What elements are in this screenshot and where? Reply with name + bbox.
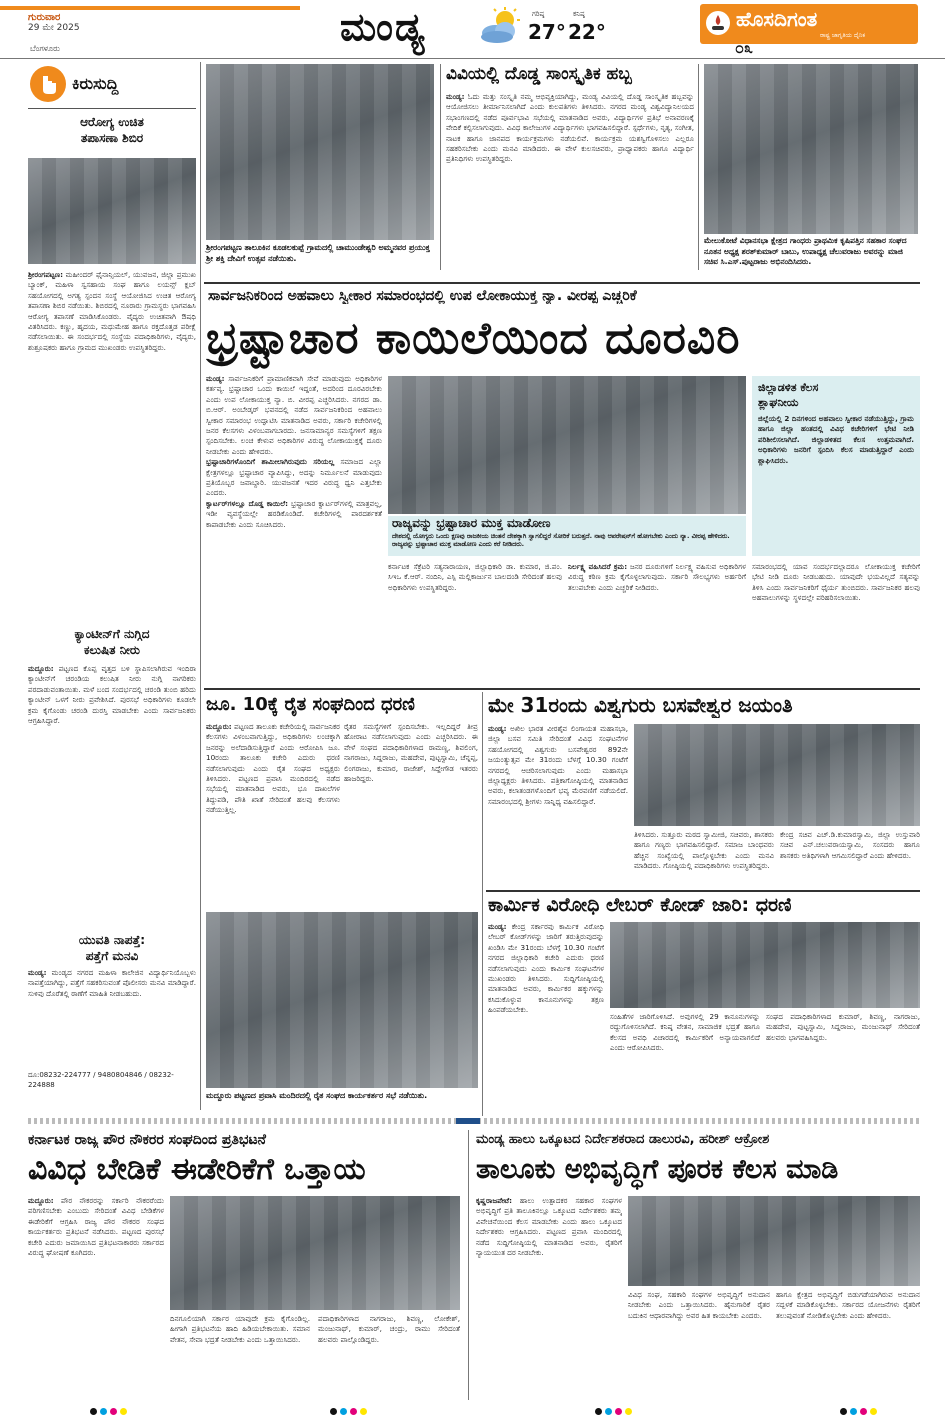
weather-min-temp: 22°	[568, 20, 606, 44]
basava-column-2	[634, 830, 774, 888]
cooperative-felicitation-photo	[704, 64, 918, 234]
story-body	[446, 92, 694, 268]
pourakarmika-column-3	[318, 1314, 460, 1396]
basava-press-meet-photo	[634, 724, 920, 826]
body-text: ಭ್ರಷ್ಟಾಚಾರ ಕ್ವಾರ್ಟರ್‌ಗಳಲ್ಲಿ ಮಾತ್ರವಲ್ಲ, ಇಡೀ ವ್ಯವಸ್ಥೆಯಲ್ಲೇ ಹರಡಿಕೊಂಡಿದೆ. ಕಚೇರಿಗಳಲ್ಲಿ ಪಾರದರ್ಶಕತೆ ಕಾಪಾಡಬೇಕು ಎಂದು ಸೂಚಿಸಿದರು.	[206, 498, 382, 529]
registration-dots-right	[840, 1408, 877, 1415]
body-text: ತಿಳಿಸಿದರು. ಸುತ್ತೂರು ಮಠದ ಸ್ವಾಮೀಜಿ, ಸಚಿವರು, ಶಾಸಕರು ಹಾಗೂ ಗಣ್ಯರು ಭಾಗವಹಿಸಲಿದ್ದಾರೆ. ಸಮಾಜ ಬಾಂಧವರು ಹೆಚ್ಚಿನ ಸಂಖ್ಯೆಯಲ್ಲಿ ಪಾಲ್ಗೊಳ್ಳಬೇಕು ಎಂದು ಮನವಿ ಮಾಡಿದರು. ಗೋಷ್ಠಿಯಲ್ಲಿ ಪದಾಧಿಕಾರಿಗಳು ಉಪಸ್ಥಿತರಿದ್ದರು.	[634, 830, 774, 871]
body-text: ಸಮಾರಂಭದಲ್ಲಿ ಯಾವ ಸಂದರ್ಭದಲ್ಲಾದರೂ ಲೋಕಾಯುಕ್ತ ಕಚೇರಿಗೆ ಭೇಟಿ ನೀಡಿ ದೂರು ನೀಡಬಹುದು. ಯಾವುದೇ ಭಯವಿಲ್ಲದೆ ಸತ್ಯವನ್ನು ತಿಳಿಸಿ ಎಂದು ಸಾರ್ವಜನಿಕರಿಗೆ ಧೈರ್ಯ ತುಂಬಿದರು. ಸಾರ್ವಜನಿಕರ ಹಲವು ಅಹವಾಲುಗಳನ್ನು ಸ್ಥಳದಲ್ಲೇ ಪರಿಹರಿಸಲಾಯಿತು.	[752, 562, 920, 603]
weather-max-label: ಗರಿಷ್ಠ	[532, 10, 545, 18]
weather-max-temp: 27°	[528, 20, 566, 44]
registration-dots-mid-right	[595, 1408, 632, 1415]
dateline: ಮಂಡ್ಯ:	[488, 922, 507, 931]
farmers-meeting-photo	[206, 912, 478, 1088]
raitha-headline: ಜೂ. 10ಕ್ಕೆ ರೈತ ಸಂಘದಿಂದ ಧರಣಿ	[206, 694, 415, 715]
dateline: ಮಂಡ್ಯ:	[28, 968, 47, 977]
left-column-rule	[200, 62, 201, 1110]
labour-column-3	[766, 1012, 920, 1112]
body-text: ಅಖಿಲ ಭಾರತ ವೀರಶೈವ ಲಿಂಗಾಯತ ಮಹಾಸಭಾ, ಜಿಲ್ಲಾ ಬಸವ ಸಮಿತಿ ಸೇರಿದಂತೆ ವಿವಿಧ ಸಂಘಟನೆಗಳ ಸಹಯೋಗದಲ್ಲಿ ವಿಶ್ವಗುರು ಬಸವೇಶ್ವರರ 892ನೇ ಜಯಂತ್ಯುತ್ಸವ ಮೇ 31ರಂದು ಬೆಳಗ್ಗೆ 10.30 ಗಂಟೆಗೆ ನಗರದಲ್ಲಿ ಆಚರಿಸಲಾಗುವುದು ಎಂದು ಮಹಾಸಭಾ ಜಿಲ್ಲಾಧ್ಯಕ್ಷರು ತಿಳಿಸಿದರು. ಪತ್ರಿಕಾಗೋಷ್ಠಿಯಲ್ಲಿ ಮಾತನಾಡಿದ ಅವರು, ಕಲಾತಂಡಗಳೊಂದಿಗೆ ಭವ್ಯ ಮೆರವಣಿಗೆ ನಡೆಯಲಿದೆ. ಸಮಾರಂಭದಲ್ಲಿ ಶ್ರೀಗಳು ಸಾನ್ನಿಧ್ಯ ವಹಿಸಲಿದ್ದಾರೆ.	[488, 724, 628, 806]
column-rule	[482, 692, 483, 1116]
body-text: ಕೇಂದ್ರ ಸಚಿವ ಎಚ್.ಡಿ.ಕುಮಾರಸ್ವಾಮಿ, ಜಿಲ್ಲಾ ಉಸ್ತುವಾರಿ ಸಚಿವ ಎನ್.ಚಲುವರಾಯಸ್ವಾಮಿ, ಸಂಸದರು ಹಾಗೂ ಶಾಸಕರು ಅತಿಥಿಗಳಾಗಿ ಆಗಮಿಸಲಿದ್ದಾರೆ ಎಂದು ಹೇಳಿದರು.	[780, 830, 920, 860]
masthead-orange-bar	[0, 6, 300, 10]
kirusuddi-header	[28, 64, 196, 104]
pourakarmika-kicker: ಕರ್ನಾಟಕ ರಾಜ್ಯ ಪೌರ ನೌಕರರ ಸಂಘದಿಂದ ಪ್ರತಿಭಟನೆ	[28, 1132, 266, 1148]
masthead-city: ಬೆಂಗಳೂರು	[30, 44, 60, 53]
body-text: ಪದಾಧಿಕಾರಿಗಳಾದ ನಾಗರಾಜು, ಶಿವಣ್ಣ, ಲೋಕೇಶ್, ಮಂಜುನಾಥ್, ಕುಮಾರ್, ಚಂದ್ರು, ರಾಮು ಸೇರಿದಂತೆ ಹಲವರು ಪಾಲ್ಗೊಂಡಿದ್ದರು.	[318, 1314, 460, 1344]
body-text: ಪಟ್ಟಣದ ತಾಲೂಕು ಕಚೇರಿಯಲ್ಲಿ ಸಾರ್ವಜನಿಕರ ಕೆಲಸಗಳು ವಿಳಂಬವಾಗುತ್ತಿದ್ದು, ಅಧಿಕಾರಿಗಳು ಲಂಚಕ್ಕಾಗಿ ಜನರನ್ನು ಅಲೆದಾಡಿಸುತ್ತಿದ್ದಾರೆ ಎಂದು ಆರೋಪಿಸಿ ಜೂ. 10ರಂದು ತಾಲೂಕು ಕಚೇರಿ ಎದುರು ಧರಣಿ ನಡೆಸಲಾಗುವುದು ಎಂದು ರೈತ ಸಂಘದ ಅಧ್ಯಕ್ಷರು ತಿಳಿಸಿದರು. ಪಟ್ಟಣದ ಪ್ರವಾಸಿ ಮಂದಿರದಲ್ಲಿ ನಡೆದ ಸಭೆಯಲ್ಲಿ ಮಾತನಾಡಿದ ಅವರು, ಭೂ ದಾಖಲೆಗಳ ತಿದ್ದುಪಡಿ, ಪೌತಿ ಖಾತೆ ಸೇರಿದಂತೆ ಹಲವು ಕೆಲಸಗಳು ನಡೆಯುತ್ತಿಲ್ಲ.	[206, 722, 340, 815]
health-camp-photo	[28, 158, 196, 264]
dateline: ಮಂಡ್ಯ:	[488, 724, 507, 733]
haalu-headline: ತಾಲೂಕು ಅಭಿವೃದ್ಧಿಗೆ ಪೂರಕ ಕೆಲಸ ಮಾಡಿ	[476, 1154, 839, 1185]
photo-caption: ಶ್ರೀರಂಗಪಟ್ಟಣ ತಾಲೂಕಿನ ಕೂಡಲಕುಪ್ಪೆ ಗ್ರಾಮದಲ್ಲಿ ಚಾಮುಂಡೇಶ್ವರಿ ಅಮ್ಮನವರ ಪ್ರಯುಕ್ತ ಶ್ರೀ ಶಕ್ತಿ ದೇವಿಗೆ ಉತ್ಸವ ನಡೆಯಿತು.	[206, 243, 430, 263]
pourakarmika-column-1	[28, 1196, 164, 1396]
bottom-divider-accent	[456, 1118, 480, 1124]
lead-photo-caption-title: ರಾಜ್ಯವನ್ನು ಭ್ರಷ್ಟಾಚಾರ ಮುಕ್ತ ಮಾಡೋಣ	[392, 516, 551, 530]
body-text: ಸಂಘದ ಪದಾಧಿಕಾರಿಗಳಾದ ಕುಮಾರ್, ಶಿವಣ್ಣ, ನಾಗರಾಜು, ಮಹದೇವ, ಪುಟ್ಟಸ್ವಾಮಿ, ಸಿದ್ದರಾಜು, ಮಂಜುನಾಥ್ ಸೇರಿದಂತೆ ಹಲವರು ಭಾಗವಹಿಸಿದ್ದರು.	[766, 1012, 920, 1042]
labour-column-2	[610, 1012, 760, 1112]
subhead: ಕ್ವಾರ್ಟರ್‌ಗಳಲ್ಲೂ ದೊಡ್ಡ ಕಾಯಿಲೆ:	[206, 498, 289, 508]
weather-min-label: ಕನಿಷ್ಠ	[573, 10, 585, 18]
story-headline: ವಿವಿಯಲ್ಲಿ ದೊಡ್ಡ ಸಾಂಸ್ಕೃತಿಕ ಹಬ್ಬ	[446, 64, 632, 84]
pourakarmika-headline: ವಿವಿಧ ಬೇಡಿಕೆ ಈಡೇರಿಕೆಗೆ ಒತ್ತಾಯ	[28, 1152, 366, 1187]
body-text: ಹಾಲು ಉತ್ಪಾದಕರ ಸಹಕಾರ ಸಂಘಗಳ ಅಭಿವೃದ್ಧಿಗೆ ಪ್ರತಿ ತಾಲೂಕಿನಲ್ಲೂ ಒಕ್ಕೂಟದ ನಿರ್ದೇಶಕರು ತಮ್ಮ ವಿವೇಚನೆಯಿಂದ ಕೆಲಸ ಮಾಡಬೇಕು ಎಂದು ಹಾಲು ಒಕ್ಕೂಟದ ನಿರ್ದೇಶಕರು ಆಗ್ರಹಿಸಿದರು. ಪಟ್ಟಣದ ಪ್ರವಾಸಿ ಮಂದಿರದಲ್ಲಿ ನಡೆದ ಸುದ್ದಿಗೋಷ್ಠಿಯಲ್ಲಿ ಮಾತನಾಡಿದ ಅವರು, ರೈತರಿಗೆ ನ್ಯಾಯಯುತ ದರ ನೀಡಬೇಕು.	[476, 1196, 622, 1258]
side-box-body: ಜಿಲ್ಲೆಯಲ್ಲಿ 2 ದಿನಗಳಿಂದ ಅಹವಾಲು ಸ್ವೀಕಾರ ನಡೆಯುತ್ತಿದ್ದು, ಗ್ರಾಮ ಹಾಗೂ ಜಿಲ್ಲಾ ಹಂತದಲ್ಲಿ ವಿವಿಧ ಕಚೇರಿಗಳಿಗೆ ಭೇಟಿ ನೀಡಿ ಪರಿಶೀಲಿಸಲಾಗಿದೆ. ಜಿಲ್ಲಾಡಳಿತದ ಕೆಲಸ ಉತ್ತಮವಾಗಿದೆ. ಅಧಿಕಾರಿಗಳು ಜನರಿಗೆ ಸ್ಪಂದಿಸಿ ಕೆಲಸ ಮಾಡುತ್ತಿದ್ದಾರೆ ಎಂದು ಶ್ಲಾಘಿಸಿದರು.	[758, 414, 914, 465]
haalu-column-3	[776, 1290, 920, 1396]
body-text: ಸಂಹಿತೆಗಳ ಜಾರಿಗೊಳಿಸಿದೆ. ಅವುಗಳಲ್ಲಿ 29 ಕಾನೂನುಗಳನ್ನು ರದ್ದುಗೊಳಿಸಲಾಗಿದೆ. ಕನಿಷ್ಠ ವೇತನ, ಸಾಮಾಜಿಕ ಭದ್ರತೆ ಹಾಗೂ ಕೆಲಸದ ಅವಧಿ ವಿಚಾರದಲ್ಲಿ ಕಾರ್ಮಿಕರಿಗೆ ಅನ್ಯಾಯವಾಗಲಿದೆ ಎಂದು ಆರೋಪಿಸಿದರು.	[610, 1012, 760, 1053]
body-text: ಸಮಾಜದ ಎಲ್ಲಾ ಕ್ಷೇತ್ರಗಳಲ್ಲೂ ಭ್ರಷ್ಟಾಚಾರ ವ್ಯಾಪಿಸಿದ್ದು, ಅದನ್ನು ನಿರ್ಮೂಲನೆ ಮಾಡುವುದು ಪ್ರತಿಯೊಬ್ಬರ ಜವಾಬ್ದಾರಿ. ಯುವಜನತೆ ಇದರ ವಿರುದ್ಧ ಧ್ವನಿ ಎತ್ತಬೇಕು ಎಂದರು.	[206, 457, 382, 498]
body-text: ದಿನಗೂಲಿಯಾಗಿ ಸರ್ಕಾರ ಯಾವುದೇ ಕ್ರಮ ಕೈಗೊಂಡಿಲ್ಲ. ಹೀಗಾಗಿ ಪ್ರತಿಭಟನೆಯ ಹಾದಿ ಹಿಡಿಯಬೇಕಾಯಿತು. ಸಮಾನ ವೇತನ, ಸೇವಾ ಭದ್ರತೆ ನೀಡಬೇಕು ಎಂದು ಒತ್ತಾಯಿಸಿದರು.	[170, 1314, 310, 1344]
kirusuddi-rule	[28, 108, 196, 109]
side-box-title: ಜಿಲ್ಲಾಡಳಿತ ಕೆಲಸ ಶ್ಲಾಘನೀಯ	[758, 381, 819, 409]
masthead	[0, 0, 945, 58]
basava-column-1	[488, 724, 628, 888]
body-text: ರೈತರ ಸಮಸ್ಯೆಗಳಿಗೆ ಸ್ಪಂದಿಸಬೇಕು. ಇಲ್ಲದಿದ್ದರೆ ತೀವ್ರ ಹೋರಾಟ ನಡೆಸಲಾಗುವುದು ಎಂದು ಎಚ್ಚರಿಸಿದರು. ಈ ವೇಳೆ ಸಂಘದ ಪದಾಧಿಕಾರಿಗಳಾದ ರಾಮಣ್ಣ, ಶಿವಲಿಂಗ, ನಾಗರಾಜು, ಸಿದ್ದರಾಜು, ಮಹದೇವ, ಪುಟ್ಟಸ್ವಾಮಿ, ಚೆನ್ನಪ್ಪ, ಲಿಂಗರಾಜು, ಕುಮಾರ, ರಾಜೇಶ್, ಸಿದ್ದೇಗೌಡ ಇತರರು ಹಾಜರಿದ್ದರು.	[344, 722, 478, 784]
body-text: ಮಹೀಂದರ್ ಫೈನಾನ್ಸಿಯಲ್, ಯುವಜನ, ಜಿಲ್ಲಾ ಪ್ರಮುಖ ಬ್ಯಾಂಕ್, ಮಹಿಳಾ ಸ್ವಸಹಾಯ ಸಂಘ ಹಾಗೂ ಲಯನ್ಸ್ ಕ್ಲಬ್ ಸಹಯೋಗದಲ್ಲಿ ಅಗತ್ಯ ಸ್ಪಂದನ ಸಂಸ್ಥೆ ಆಯೋಜಿಸಿದ ಉಚಿತ ಆರೋಗ್ಯ ತಪಾಸಣಾ ಶಿಬಿರ ನಡೆಯಿತು. ಶಿಬಿರದಲ್ಲಿ ನೂರಾರು ಗ್ರಾಮಸ್ಥರು ಭಾಗವಹಿಸಿ ಆರೋಗ್ಯ ತಪಾಸಣೆ ಮಾಡಿಸಿಕೊಂಡರು. ವೈದ್ಯರು ಉಚಿತವಾಗಿ ಔಷಧಿ ವಿತರಿಸಿದರು. ಕಣ್ಣು, ಹೃದಯ, ಮಧುಮೇಹ ಹಾಗೂ ರಕ್ತದೊತ್ತಡ ಪರೀಕ್ಷೆ ನಡೆಸಲಾಯಿತು. ಈ ಸಂದರ್ಭದಲ್ಲಿ ಸಂಸ್ಥೆಯ ಪದಾಧಿಕಾರಿಗಳು, ವೈದ್ಯರು, ಶುಶ್ರೂಷಕರು ಹಾಗೂ ಗ್ರಾಮದ ಮುಖಂಡರು ಉಪಸ್ಥಿತರಿದ್ದರು.	[28, 270, 196, 352]
body-text: ಕೇಂದ್ರ ಸರ್ಕಾರವು ಕಾರ್ಮಿಕ ವಿರೋಧಿ ಲೇಬರ್ ಕೋಡ್‌ಗಳನ್ನು ಜಾರಿಗೆ ತರುತ್ತಿರುವುದನ್ನು ಖಂಡಿಸಿ ಮೇ 31ರಂದು ಬೆಳಗ್ಗೆ 10.30 ಗಂಟೆಗೆ ನಗರದ ಜಿಲ್ಲಾಧಿಕಾರಿ ಕಚೇರಿ ಎದುರು ಧರಣಿ ನಡೆಸಲಾಗುವುದು ಎಂದು ಕಾರ್ಮಿಕ ಸಂಘಟನೆಗಳ ಮುಖಂಡರು ತಿಳಿಸಿದರು. ಸುದ್ದಿಗೋಷ್ಠಿಯಲ್ಲಿ ಮಾತನಾಡಿದ ಅವರು, ಕಾರ್ಮಿಕರ ಹಕ್ಕುಗಳನ್ನು ಕಸಿದುಕೊಳ್ಳುವ ಕಾನೂನುಗಳನ್ನು ತಕ್ಷಣ ಹಿಂಪಡೆಯಬೇಕು.	[488, 922, 604, 1015]
edition-title: ಮಂಡ್ಯ	[340, 4, 427, 49]
raitha-column-2	[344, 722, 478, 910]
page-number: ೦೩	[735, 38, 753, 57]
lead-kicker: ಸಾರ್ವಜನಿಕರಿಂದ ಅಹವಾಲು ಸ್ವೀಕಾರ ಸಮಾರಂಭದಲ್ಲಿ ಉಪ ಲೋಕಾಯುಕ್ತ ನ್ಯಾ. ವೀರಪ್ಪ ಎಚ್ಚರಿಕೆ	[208, 288, 637, 304]
subhead: ಭ್ರಷ್ಟಾಚಾರಿಗಳೊಂದಿಗೆ ಶಾಮೀಲಾಗಿರುವುದು ಸರಿಯಲ್ಲ	[206, 457, 335, 467]
kirusuddi-item-title: ಆರೋಗ್ಯ ಉಚಿತ ತಪಾಸಣಾ ಶಿಬಿರ	[80, 115, 144, 145]
column-rule	[698, 64, 699, 270]
body-text: ಜನರ ದೂರುಗಳಿಗೆ ನಿರ್ಲಕ್ಷ್ಯ ವಹಿಸುವ ಅಧಿಕಾರಿಗಳ ವಿರುದ್ಧ ಕಠಿಣ ಕ್ರಮ ಕೈಗೊಳ್ಳಲಾಗುವುದು. ಸರ್ಕಾರಿ ಸೌಲಭ್ಯಗಳು ಅರ್ಹರಿಗೆ ತಲುಪಬೇಕು ಎಂದು ಎಚ್ಚರಿಕೆ ನೀಡಿದರು.	[568, 562, 746, 592]
raitha-column-1	[206, 722, 340, 910]
logo-lamp-icon	[706, 11, 730, 35]
kirusuddi-item-title: ಯುವತಿ ನಾಪತ್ತೆ: ಪತ್ತೆಗೆ ಮನವಿ	[78, 933, 146, 963]
body-text: ಸಾರ್ವಜನಿಕರಿಗೆ ಪ್ರಾಮಾಣಿಕವಾಗಿ ಸೇವೆ ಮಾಡುವುದು ಅಧಿಕಾರಿಗಳ ಕರ್ತವ್ಯ. ಭ್ರಷ್ಟಾಚಾರ ಒಂದು ಕಾಯಿಲೆ ಇದ್ದಂತೆ, ಅದರಿಂದ ದೂರವಿರಬೇಕು ಎಂದು ಉಪ ಲೋಕಾಯುಕ್ತ ನ್ಯಾ. ಬಿ. ವೀರಪ್ಪ ಎಚ್ಚರಿಸಿದರು. ನಗರದ ಡಾ. ಬಿ.ಆರ್. ಅಂಬೇಡ್ಕರ್ ಭವನದಲ್ಲಿ ನಡೆದ ಸಾರ್ವಜನಿಕರಿಂದ ಅಹವಾಲು ಸ್ವೀಕಾರ ಸಮಾರಂಭ ಉದ್ಘಾಟಿಸಿ ಮಾತನಾಡಿದ ಅವರು, ಸರ್ಕಾರಿ ಕಚೇರಿಗಳಲ್ಲಿ ಜನರ ಕೆಲಸಗಳು ವಿಳಂಬವಾಗಬಾರದು. ಜನಸಾಮಾನ್ಯರ ಸಮಸ್ಯೆಗಳಿಗೆ ತಕ್ಷಣ ಸ್ಪಂದಿಸಬೇಕು. ಲಂಚ ಕೇಳುವ ಅಧಿಕಾರಿಗಳ ವಿರುದ್ಧ ಲೋಕಾಯುಕ್ತಕ್ಕೆ ದೂರು ನೀಡಬೇಕು ಎಂದು ಹೇಳಿದರು.	[206, 374, 382, 456]
milk-union-press-meet-photo	[628, 1196, 920, 1286]
finger-hand-icon	[30, 66, 66, 102]
lead-column-4	[752, 562, 920, 682]
subhead: ನಿರ್ಲಕ್ಷ್ಯ ವಹಿಸಿದರೆ ಕ್ರಮ:	[568, 562, 628, 571]
lead-column-3	[568, 562, 746, 682]
masthead-date: 29 ಮೇ 2025	[28, 23, 80, 33]
body-text: ವಿವಿಧ ಸಂಘ, ಸಹಕಾರಿ ಸಂಘಗಳ ಅಭಿವೃದ್ಧಿಗೆ ಅನುದಾನ ನೀಡಬೇಕು ಎಂದು ಒತ್ತಾಯಿಸಿದರು. ಹೈನುಗಾರಿಕೆ ರೈತರ ಬದುಕಿನ ಆಧಾರವಾಗಿದ್ದು ಅವರ ಹಿತ ಕಾಯಬೇಕು ಎಂದರು.	[628, 1290, 770, 1320]
basava-headline: ಮೇ 31ರಂದು ವಿಶ್ವಗುರು ಬಸವೇಶ್ವರ ಜಯಂತಿ	[488, 693, 793, 717]
weather-cloud-sun-icon	[475, 6, 525, 46]
dateline: ಶ್ರೀರಂಗಪಟ್ಟಣ:	[28, 270, 63, 279]
haalu-kicker: ಮಂಡ್ಯ ಹಾಲು ಒಕ್ಕೂಟದ ನಿರ್ದೇಶಕರಾದ ಡಾಲುರವಿ, ಹರೀಶ್ ಆಕ್ರೋಶ	[476, 1132, 770, 1147]
paper-tagline: ರಾಷ್ಟ್ರ ಜಾಗೃತಿಯ ದೈನಿಕ	[820, 32, 866, 39]
lead-side-box	[752, 376, 920, 556]
lead-photo-caption-box	[388, 516, 746, 556]
temple-festival-photo	[206, 64, 434, 240]
kirusuddi-item-body	[28, 664, 196, 924]
body-text: ಹಾಗೂ ಕ್ಷೇತ್ರದ ಅಭಿವೃದ್ಧಿಗೆ ಬಿಡುಗಡೆಯಾಗಿರುವ ಅನುದಾನ ಸದ್ಬಳಕೆ ಮಾಡಿಕೊಳ್ಳಬೇಕು. ಸರ್ಕಾರದ ಯೋಜನೆಗಳು ರೈತರಿಗೆ ತಲುಪುವಂತೆ ನೋಡಿಕೊಳ್ಳಬೇಕು ಎಂದು ಹೇಳಿದರು.	[776, 1290, 920, 1320]
body-text: ಕರ್ನಾಟಕ ಸೆಕ್ರೆಟರಿ ಸತ್ಯನಾರಾಯಣ, ಜಿಲ್ಲಾಧಿಕಾರಿ ಡಾ. ಕುಮಾರ, ಜಿ.ಪಂ. ಸಿಇಒ ಕೆ.ಆರ್. ನಂದಿನಿ, ಎಸ್ಪಿ ಮಲ್ಲಿಕಾರ್ಜುನ ಬಾಲದಂಡಿ ಸೇರಿದಂತೆ ಹಲವು ಅಧಿಕಾರಿಗಳು ಉಪಸ್ಥಿತರಿದ್ದರು.	[388, 562, 562, 592]
dateline: ಮಂಡ್ಯ:	[446, 92, 465, 101]
section-rule	[204, 282, 920, 284]
kirusuddi-label: ಕಿರುಸುದ್ದಿ	[72, 74, 119, 93]
pourakarmika-column-2	[170, 1314, 310, 1396]
haalu-column-1	[476, 1196, 622, 1396]
registration-dots-mid-left	[330, 1408, 367, 1415]
kirusuddi-item-title: ಕ್ಯಾಂಟೀನ್‌ಗೆ ನುಗ್ಗಿದ ಕಲುಷಿತ ನೀರು	[74, 627, 150, 657]
lead-column-2	[388, 562, 562, 682]
section-rule	[204, 688, 920, 690]
dateline: ಕೃಷ್ಣರಾಜಪೇಟೆ:	[476, 1196, 512, 1205]
dateline: ಮದ್ದೂರು:	[28, 664, 54, 673]
paper-name: ಹೊಸದಿಗಂತ	[736, 7, 818, 31]
photo-caption: ಮೇಲುಕೋಟೆ ವಿಧಾನಸಭಾ ಕ್ಷೇತ್ರದ ಗಾಂಧರು ಪ್ರಾಥಮಿಕ ಕೃಷಿಪತ್ತಿನ ಸಹಕಾರ ಸಂಘದ ನೂತನ ಅಧ್ಯಕ್ಷ ಶರತ್‌ಕುಮಾರ್ ಬಾಬು, ಉಪಾಧ್ಯಕ್ಷ ಚೆಲುವರಾಜು ಅವರನ್ನು ಮಾಜಿ ಸಚಿವ ಸಿ.ಎಸ್.ಪುಟ್ಟರಾಜು ಅಭಿನಂದಿಸಿದರು.	[704, 236, 907, 267]
column-rule	[468, 1130, 469, 1400]
photo-caption: ಮದ್ದೂರು ಪಟ್ಟಣದ ಪ್ರವಾಸಿ ಮಂದಿರದಲ್ಲಿ ರೈತ ಸಂಘದ ಕಾರ್ಯಕರ್ತರ ಸಭೆ ನಡೆಯಿತು.	[206, 1091, 428, 1100]
labour-press-meet-photo	[610, 922, 920, 1008]
lead-column-1	[206, 374, 382, 704]
dateline: ಮಂಡ್ಯ:	[206, 374, 225, 383]
lead-photo-caption-body: ದೇಶದಲ್ಲಿ ಯೋಗ್ಯರು ಒಂದು ಕ್ಷಣವು ರಾಜಕೀಯ ಚಿಂತನೆ ದೇಶಕ್ಕಾಗಿ ಸ್ವಾಗಲಿದ್ದರೆ ಸೋರಿಕೆ ಬರುತ್ತದೆ. ನಾವು ಆಪರೇಷನ್‌ಗೆ ಹೋಗಬೇಕು ಎಂದು ನ್ಯಾ. ವೀರಪ್ಪ ಹೇಳಿದರು. ರಾಜ್ಯವನ್ನು ಭ್ರಷ್ಟಾಚಾರ ಮುಕ್ತ ಮಾಡೋಣ ಎಂದು ಕರೆ ನೀಡಿದರು.	[392, 532, 730, 549]
paper-logo	[700, 4, 918, 44]
registration-dots-left	[90, 1408, 127, 1415]
body-text: ಓದು ಮತ್ತು ಸಂಸ್ಕೃತಿ ನಮ್ಮ ಆಭಿವ್ಯಕ್ತಿಯಾಗಿದ್ದು, ಮಂಡ್ಯ ವಿವಿಯಲ್ಲಿ ದೊಡ್ಡ ಸಾಂಸ್ಕೃತಿಕ ಹಬ್ಬವನ್ನು ಆಯೋಜಿಸಲು ತೀರ್ಮಾನಿಸಲಾಗಿದೆ ಎಂದು ಕುಲಪತಿಗಳು ತಿಳಿಸಿದರು. ನಗರದ ಮಂಡ್ಯ ವಿಶ್ವವಿದ್ಯಾನಿಲಯದ ಸಭಾಂಗಣದಲ್ಲಿ ನಡೆದ ಪೂರ್ವಭಾವಿ ಸಭೆಯಲ್ಲಿ ಮಾತನಾಡಿದ ಅವರು, ವಿದ್ಯಾರ್ಥಿಗಳ ಪ್ರತಿಭೆ ಅನಾವರಣಕ್ಕೆ ವೇದಿಕೆ ಕಲ್ಪಿಸಲಾಗುವುದು. ವಿವಿಧ ಕಾಲೇಜುಗಳ ವಿದ್ಯಾರ್ಥಿಗಳು ಭಾಗವಹಿಸಲಿದ್ದಾರೆ. ಸ್ಪರ್ಧೆಗಳು, ನೃತ್ಯ, ಸಂಗೀತ, ನಾಟಕ ಹಾಗೂ ಜಾನಪದ ಕಾರ್ಯಕ್ರಮಗಳು ನಡೆಯಲಿವೆ. ಕಾರ್ಯಕ್ರಮ ಯಶಸ್ವಿಗೊಳಿಸಲು ಎಲ್ಲರೂ ಸಹಕರಿಸಬೇಕು ಎಂದು ಮನವಿ ಮಾಡಿದರು. ಈ ವೇಳೆ ಕುಲಸಚಿವರು, ಪ್ರಾಧ್ಯಾಪಕರು ಹಾಗೂ ವಿದ್ಯಾರ್ಥಿ ಪ್ರತಿನಿಧಿಗಳು ಉಪಸ್ಥಿತರಿದ್ದರು.	[446, 92, 694, 164]
masthead-day: ಗುರುವಾರ	[28, 12, 61, 23]
lead-headline: ಭ್ರಷ್ಟಾಚಾರ ಕಾಯಿಲೆಯಿಂದ ದೂರವಿರಿ	[206, 313, 741, 364]
masthead-rule	[0, 58, 945, 59]
kirusuddi-item-body	[28, 968, 196, 1068]
dateline: ಮದ್ದೂರು:	[206, 722, 232, 731]
labour-column-1	[488, 922, 604, 1112]
contact-phone: ದೂ:08232-224777 / 9480804846 / 08232-224888	[28, 1071, 174, 1089]
basava-column-3	[780, 830, 920, 888]
dateline: ಮದ್ದೂರು:	[28, 1196, 54, 1205]
masthead-date-block	[28, 12, 118, 33]
pourakarmika-protest-photo	[170, 1196, 460, 1310]
column-rule	[440, 64, 441, 270]
kirusuddi-item-body	[28, 270, 196, 610]
body-text: ಮಂಡ್ಯದ ನಗರದ ಮಹಿಳಾ ಕಾಲೇಜಿನ ವಿದ್ಯಾರ್ಥಿನಿಯೊಬ್ಬಳು ನಾಪತ್ತೆಯಾಗಿದ್ದು, ಪತ್ತೆಗೆ ಸಹಕರಿಸುವಂತೆ ಪೊಲೀಸರು ಮನವಿ ಮಾಡಿದ್ದಾರೆ. ಸುಳಿವು ದೊರೆತಲ್ಲಿ ಠಾಣೆಗೆ ಮಾಹಿತಿ ನೀಡಬಹುದು.	[28, 968, 196, 998]
haalu-column-2	[628, 1290, 770, 1396]
lokayukta-stage-photo	[388, 376, 746, 514]
body-text: ಪೌರ ನೌಕರರನ್ನು ಸರ್ಕಾರಿ ನೌಕರರೆಂದು ಪರಿಗಣಿಸಬೇಕು ಎಂಬುದು ಸೇರಿದಂತೆ ವಿವಿಧ ಬೇಡಿಕೆಗಳ ಈಡೇರಿಕೆಗೆ ಆಗ್ರಹಿಸಿ ರಾಜ್ಯ ಪೌರ ನೌಕರರ ಸಂಘದ ಕಾರ್ಯಕರ್ತರು ಪ್ರತಿಭಟನೆ ನಡೆಸಿದರು. ಪಟ್ಟಣದ ಪುರಸಭೆ ಕಚೇರಿ ಎದುರು ಜಮಾಯಿಸಿದ ಪ್ರತಿಭಟನಾಕಾರರು ಸರ್ಕಾರದ ವಿರುದ್ಧ ಘೋಷಣೆ ಕೂಗಿದರು.	[28, 1196, 164, 1258]
labour-headline: ಕಾರ್ಮಿಕ ವಿರೋಧಿ ಲೇಬರ್ ಕೋಡ್ ಜಾರಿ: ಧರಣಿ	[488, 894, 792, 916]
body-text: ಪಟ್ಟಣದ ಕೊಪ್ಪ ವೃತ್ತದ ಬಳಿ ಸ್ಥಾಪಿಸಲಾಗಿರುವ ಇಂದಿರಾ ಕ್ಯಾಂಟೀನ್‌ಗೆ ಚರಂಡಿಯ ಕಲುಷಿತ ನೀರು ನುಗ್ಗಿ ನಾಗರಿಕರು ಪರದಾಡುವಂತಾಯಿತು. ಮಳೆ ಬಂದ ಸಂದರ್ಭದಲ್ಲಿ ಚರಂಡಿ ತುಂಬಿ ಹರಿದು ಕ್ಯಾಂಟೀನ್ ಒಳಗೆ ನೀರು ಪ್ರವೇಶಿಸಿದೆ. ಪುರಸಭೆ ಅಧಿಕಾರಿಗಳು ಕೂಡಲೇ ಕ್ರಮ ಕೈಗೊಂಡು ಚರಂಡಿ ದುರಸ್ತಿ ಮಾಡಬೇಕು ಎಂದು ಸಾರ್ವಜನಿಕರು ಆಗ್ರಹಿಸಿದ್ದಾರೆ.	[28, 664, 196, 726]
